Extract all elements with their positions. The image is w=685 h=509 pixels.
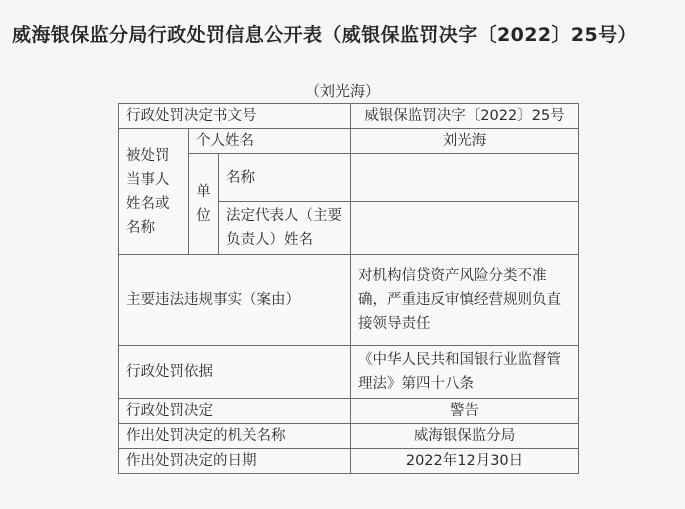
table-row-decision-no [119, 104, 579, 129]
unit-label: 单位 [189, 154, 219, 255]
authority-label: 作出处罚决定的机关名称 [119, 424, 351, 449]
penalty-info-table [118, 103, 579, 474]
facts-label: 主要违法违规事实（案由） [119, 255, 351, 346]
decision-no-value: 威银保监罚决字〔2022〕25号 [351, 104, 579, 129]
legal-rep-value [351, 202, 579, 255]
decision-label: 行政处罚决定 [119, 399, 351, 424]
page-title: 威海银保监分局行政处罚信息公开表（威银保监罚决字〔2022〕25号） [12, 24, 637, 46]
decision-value: 警告 [351, 399, 579, 424]
table-row-authority [119, 424, 579, 449]
table-row-decision [119, 399, 579, 424]
person-name-value: 刘光海 [351, 129, 579, 154]
table-row-facts [119, 255, 579, 346]
table-row-person-name [119, 129, 579, 154]
date-value: 2022年12月30日 [351, 449, 579, 474]
facts-value: 对机构信贷资产风险分类不准确，严重违反审慎经营规则负直接领导责任 [351, 255, 579, 346]
subtitle-person-name: （刘光海） [304, 82, 380, 100]
party-label: 被处罚当事人姓名或名称 [119, 129, 189, 255]
legal-rep-label: 法定代表人（主要负责人）姓名 [219, 202, 351, 255]
basis-label: 行政处罚依据 [119, 346, 351, 399]
table-row-basis [119, 346, 579, 399]
decision-no-label: 行政处罚决定书文号 [119, 104, 351, 129]
date-label: 作出处罚决定的日期 [119, 449, 351, 474]
table-row-date [119, 449, 579, 474]
unit-name-value [351, 154, 579, 202]
authority-value: 威海银保监分局 [351, 424, 579, 449]
unit-name-label: 名称 [219, 154, 351, 202]
person-name-label: 个人姓名 [189, 129, 351, 154]
basis-value: 《中华人民共和国银行业监督管理法》第四十八条 [351, 346, 579, 399]
